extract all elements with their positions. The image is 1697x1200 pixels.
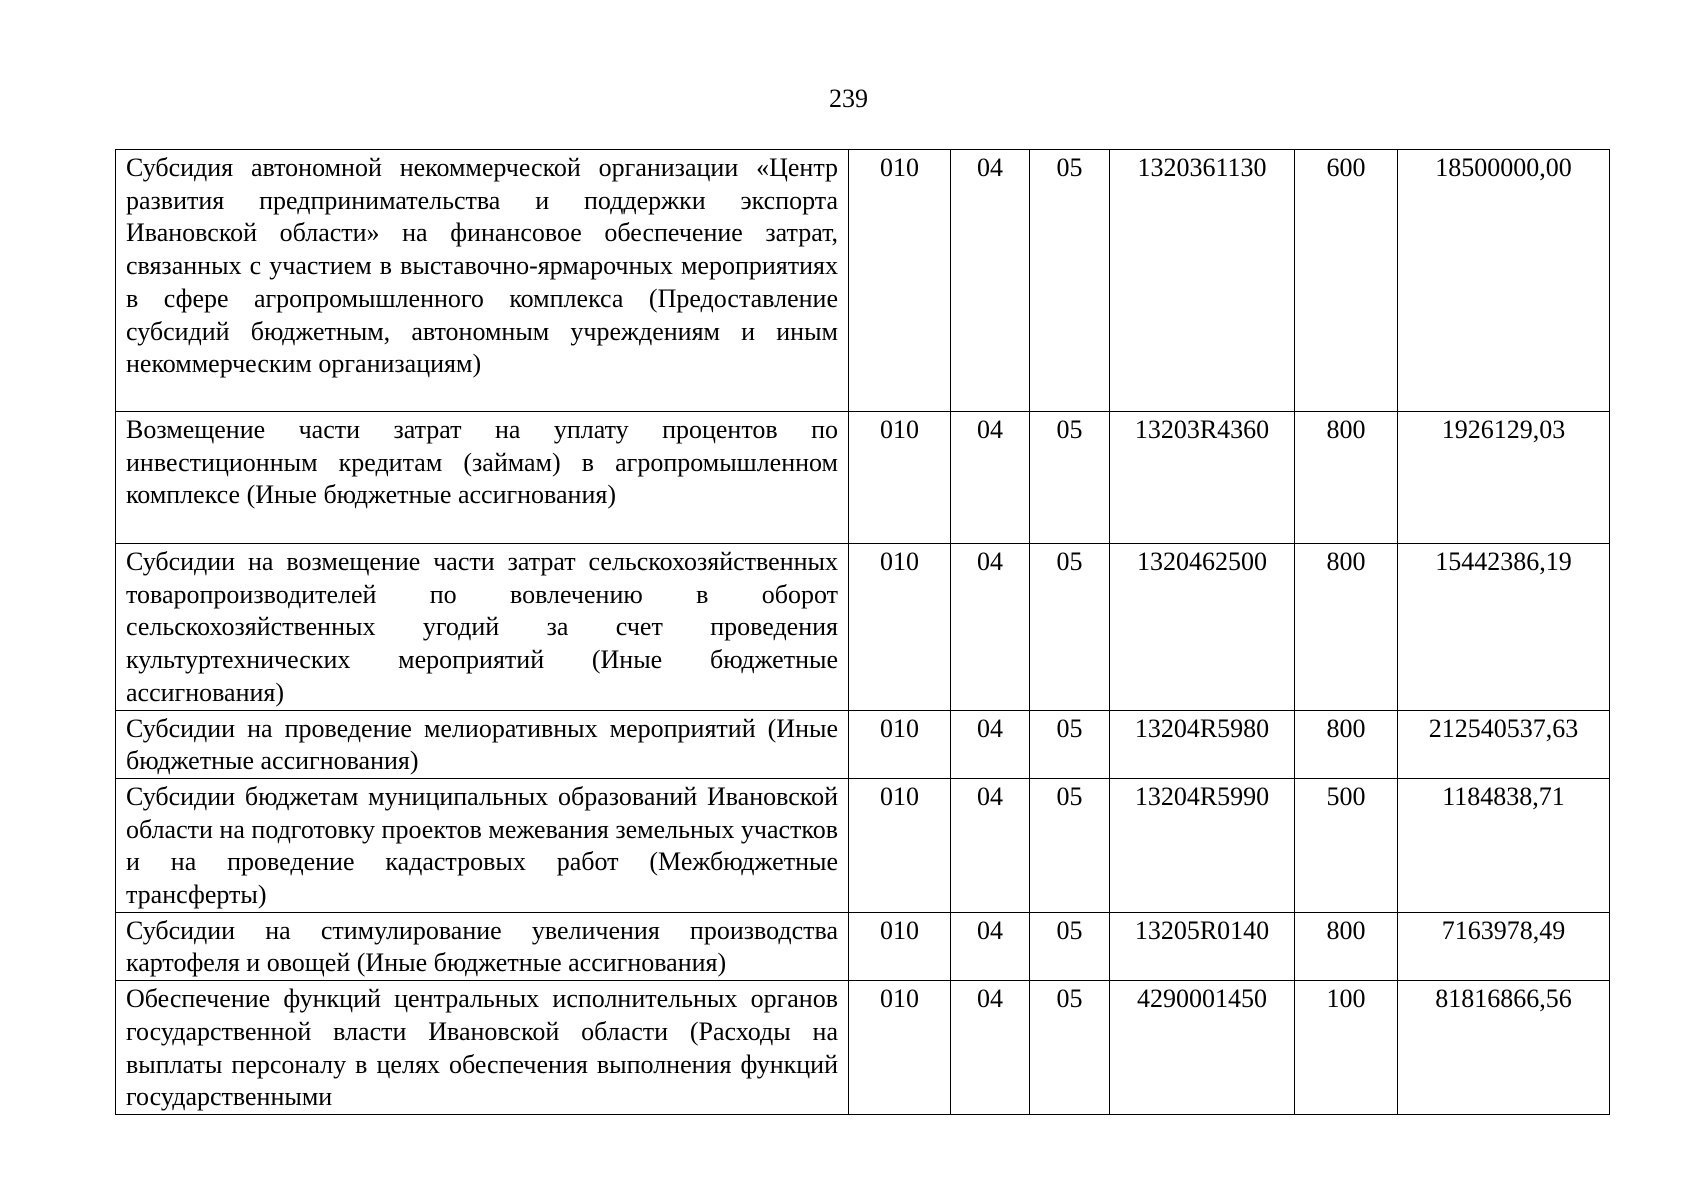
ministry-code: 010: [849, 150, 951, 412]
ministry-code: 010: [849, 981, 951, 1115]
ministry-code: 010: [849, 778, 951, 912]
section-code: 04: [951, 412, 1030, 544]
subsection-code: 05: [1030, 778, 1110, 912]
row-description: Субсидии бюджетам муниципальных образований Ивановской области на подготовку проектов межевания земельных участков и на проведение кадастровых работ (Межбюджетные трансферты): [126, 781, 838, 910]
target-article-code: 13204R5990: [1110, 778, 1295, 912]
table-row: [116, 778, 1610, 912]
ministry-code: 010: [849, 912, 951, 980]
row-description-cell: [116, 912, 849, 980]
section-code: 04: [951, 778, 1030, 912]
ministry-code: 010: [849, 544, 951, 711]
table-row: [116, 544, 1610, 711]
row-description-cell: [116, 412, 849, 544]
section-code: 04: [951, 912, 1030, 980]
expense-type-code: 800: [1295, 412, 1398, 544]
subsection-code: 05: [1030, 710, 1110, 778]
row-description: Обеспечение функций центральных исполнительных органов государственной власти Ивановской области (Расходы на выплаты персоналу в целях обеспечения выполнения функций государственными: [126, 984, 838, 1112]
budget-table: [115, 149, 1610, 1115]
amount: 1926129,03: [1398, 412, 1610, 544]
subsection-code: 05: [1030, 981, 1110, 1115]
row-description-cell: [116, 778, 849, 912]
expense-type-code: 500: [1295, 778, 1398, 912]
section-code: 04: [951, 710, 1030, 778]
subsection-code: 05: [1030, 912, 1110, 980]
amount: 81816866,56: [1398, 981, 1610, 1115]
table-row: [116, 710, 1610, 778]
expense-type-code: 100: [1295, 981, 1398, 1115]
subsection-code: 05: [1030, 412, 1110, 544]
section-code: 04: [951, 150, 1030, 412]
target-article-code: 1320361130: [1110, 150, 1295, 412]
target-article-code: 4290001450: [1110, 981, 1295, 1115]
row-description: Субсидии на проведение мелиоративных мероприятий (Иные бюджетные ассигнования): [126, 713, 838, 776]
ministry-code: 010: [849, 412, 951, 544]
row-description-cell: [116, 981, 849, 1115]
target-article-code: 13204R5980: [1110, 710, 1295, 778]
expense-type-code: 800: [1295, 544, 1398, 711]
table-row: [116, 150, 1610, 412]
section-code: 04: [951, 544, 1030, 711]
expense-type-code: 800: [1295, 912, 1398, 980]
row-description-cell: [116, 544, 849, 711]
amount: 15442386,19: [1398, 544, 1610, 711]
expense-type-code: 800: [1295, 710, 1398, 778]
row-description-cell: [116, 710, 849, 778]
table-row: [116, 981, 1610, 1115]
section-code: 04: [951, 981, 1030, 1115]
table-row: [116, 912, 1610, 980]
expense-type-code: 600: [1295, 150, 1398, 412]
target-article-code: 13205R0140: [1110, 912, 1295, 980]
amount: 7163978,49: [1398, 912, 1610, 980]
target-article-code: 1320462500: [1110, 544, 1295, 711]
row-description: Субсидии на возмещение части затрат сельскохозяйственных товаропроизводителей по вовлечению в оборот сельскохозяйственных угодий за счет проведения культуртехнических мероприятий (Иные бюджетные ассигнования): [126, 547, 838, 707]
page-number: 239: [829, 84, 868, 113]
target-article-code: 13203R4360: [1110, 412, 1295, 544]
row-description: Субсидия автономной некоммерческой организации «Центр развития предпринимательства и поддержки экспорта Ивановской области» на финансовое обеспечение затрат, связанных с участием в выставочно-ярмарочных мероприятиях в сфере агропромышленного комплекса (Предоставление субсидий бюджетным, автономным учреждениям и иным некоммерческим организациям): [126, 153, 838, 379]
row-description: Возмещение части затрат на уплату процентов по инвестиционным кредитам (займам) в агропромышленном комплексе (Иные бюджетные ассигнования): [126, 415, 838, 510]
row-description-cell: [116, 150, 849, 412]
table-row: [116, 412, 1610, 544]
amount: 1184838,71: [1398, 778, 1610, 912]
amount: 212540537,63: [1398, 710, 1610, 778]
subsection-code: 05: [1030, 544, 1110, 711]
subsection-code: 05: [1030, 150, 1110, 412]
ministry-code: 010: [849, 710, 951, 778]
row-description: Субсидии на стимулирование увеличения производства картофеля и овощей (Иные бюджетные ассигнования): [126, 915, 838, 978]
amount: 18500000,00: [1398, 150, 1610, 412]
